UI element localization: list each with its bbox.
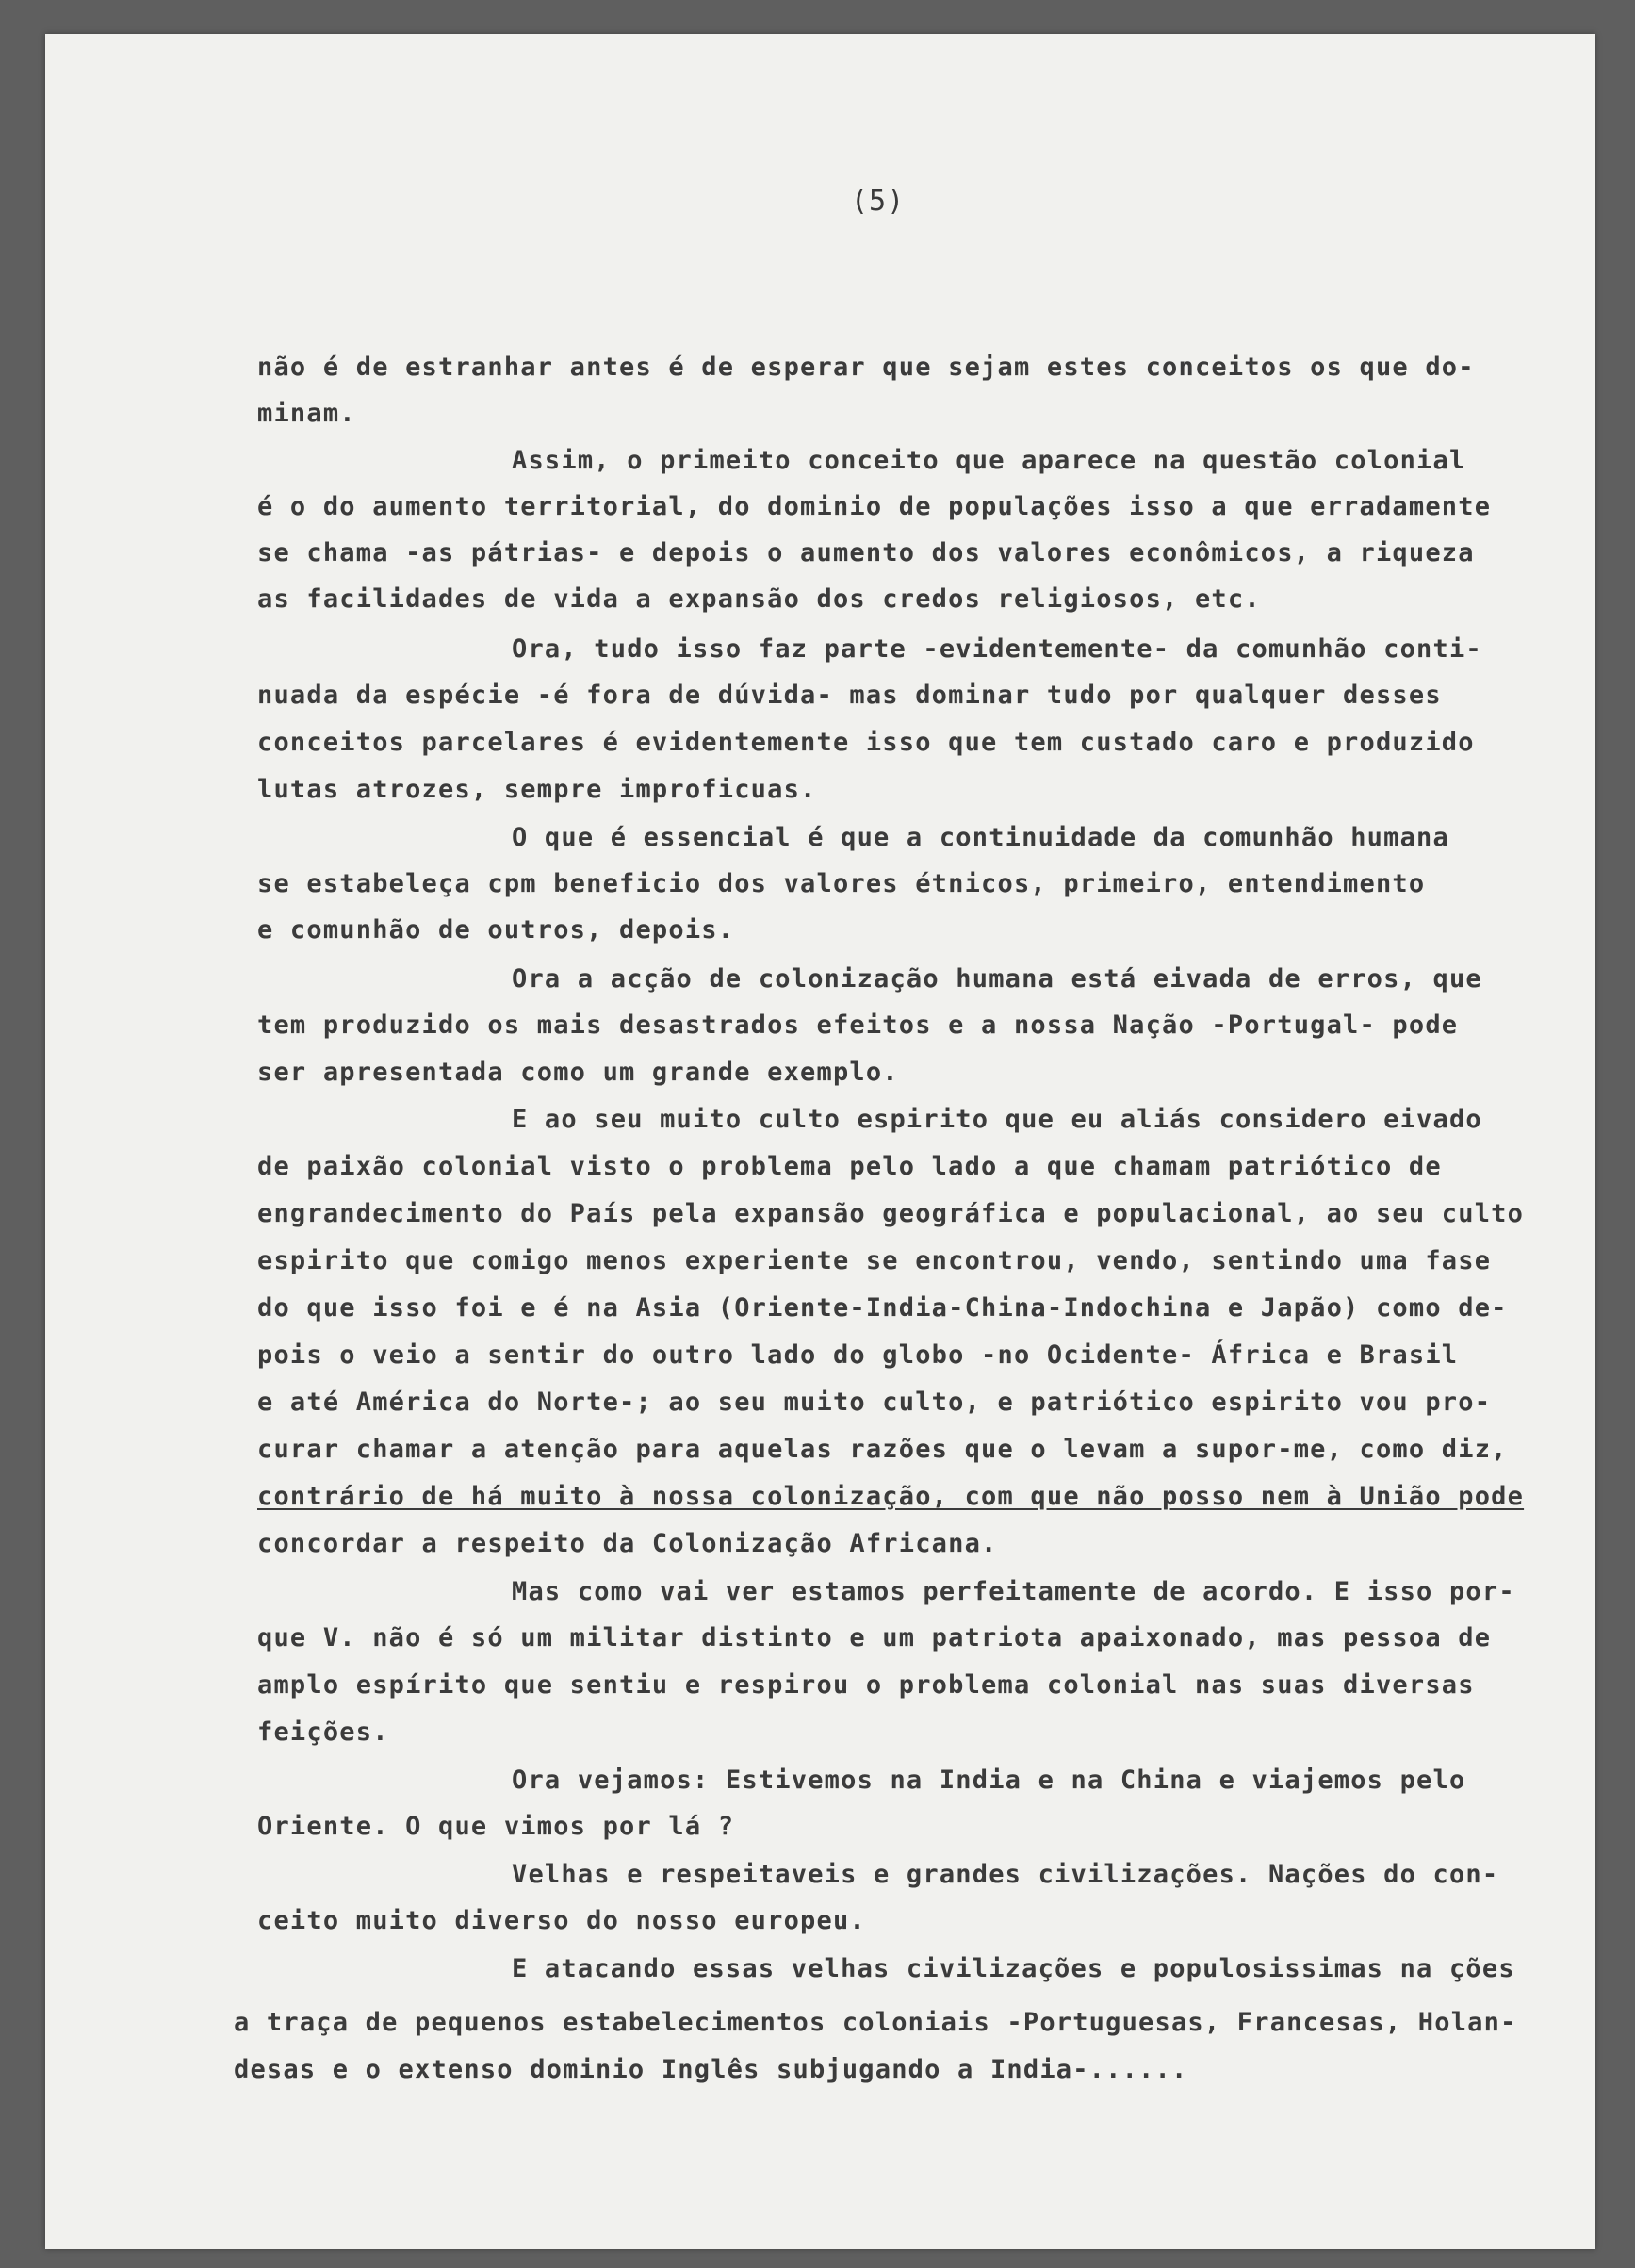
text-line: a traça de pequenos estabelecimentos coloniais -Portuguesas, Francesas, Holan- xyxy=(234,2008,1517,2037)
text-line: pois o veio a sentir do outro lado do globo -no Ocidente- África e Brasil xyxy=(257,1340,1459,1370)
text-line: nuada da espécie -é fora de dúvida- mas dominar tudo por qualquer desses xyxy=(257,681,1442,710)
text-line: minam. xyxy=(257,399,356,428)
text-line: Assim, o primeito conceito que aparece na questão colonial xyxy=(512,446,1466,475)
text-line: é o do aumento territorial, do dominio de populações isso a que erradamente xyxy=(257,492,1492,521)
text-line: E atacando essas velhas civilizações e populosissimas na ções xyxy=(512,1954,1515,1983)
text-line: amplo espírito que sentiu e respirou o problema colonial nas suas diversas xyxy=(257,1670,1475,1700)
text-line: curar chamar a atenção para aquelas razões que o levam a supor-me, como diz, xyxy=(257,1435,1508,1464)
text-line: se estabeleça cpm beneficio dos valores étnicos, primeiro, entendimento xyxy=(257,869,1426,898)
text-line: do que isso foi e é na Asia (Oriente-India-China-Indochina e Japão) como de- xyxy=(257,1293,1508,1323)
text-line: E ao seu muito culto espirito que eu aliás considero eivado xyxy=(512,1105,1482,1134)
text-line: espirito que comigo menos experiente se encontrou, vendo, sentindo uma fase xyxy=(257,1246,1492,1275)
text-line: se chama -as pátrias- e depois o aumento dos valores econômicos, a riqueza xyxy=(257,538,1475,567)
text-line-underlined: contrário de há muito à nossa colonização, com que não posso nem à União pode xyxy=(257,1482,1525,1511)
text-line: e comunhão de outros, depois. xyxy=(257,915,735,945)
text-line: Velhas e respeitaveis e grandes civilizações. Nações do con- xyxy=(512,1860,1499,1889)
document-page xyxy=(45,34,1595,2249)
text-line: Mas como vai ver estamos perfeitamente de acordo. E isso por- xyxy=(512,1577,1515,1606)
text-line: ser apresentada como um grande exemplo. xyxy=(257,1058,899,1087)
text-line: que V. não é só um militar distinto e um patriota apaixonado, mas pessoa de xyxy=(257,1623,1492,1652)
text-line: conceitos parcelares é evidentemente isso que tem custado caro e produzido xyxy=(257,728,1475,757)
text-line: concordar a respeito da Colonização Africana. xyxy=(257,1529,998,1558)
text-line: engrandecimento do País pela expansão geográfica e populacional, ao seu culto xyxy=(257,1199,1525,1228)
page-number: (5) xyxy=(851,185,906,218)
text-line: lutas atrozes, sempre improficuas. xyxy=(257,775,817,804)
text-line: tem produzido os mais desastrados efeitos e a nossa Nação -Portugal- pode xyxy=(257,1011,1459,1040)
text-line: desas e o extenso dominio Inglês subjugando a India-...... xyxy=(234,2055,1188,2084)
text-line: Oriente. O que vimos por lá ? xyxy=(257,1812,735,1841)
text-line: Ora a acção de colonização humana está eivada de erros, que xyxy=(512,964,1482,994)
text-line: não é de estranhar antes é de esperar que sejam estes conceitos os que do- xyxy=(257,353,1475,382)
text-line: as facilidades de vida a expansão dos credos religiosos, etc. xyxy=(257,584,1261,614)
text-line: e até América do Norte-; ao seu muito culto, e patriótico espirito vou pro- xyxy=(257,1388,1492,1417)
text-line: ceito muito diverso do nosso europeu. xyxy=(257,1906,866,1935)
text-line: Ora, tudo isso faz parte -evidentemente- da comunhão conti- xyxy=(512,634,1482,664)
text-line: Ora vejamos: Estivemos na India e na China e viajemos pelo xyxy=(512,1766,1466,1795)
text-line: de paixão colonial visto o problema pelo lado a que chamam patriótico de xyxy=(257,1152,1442,1181)
text-line: feições. xyxy=(257,1717,389,1747)
text-line: O que é essencial é que a continuidade da comunhão humana xyxy=(512,823,1449,852)
